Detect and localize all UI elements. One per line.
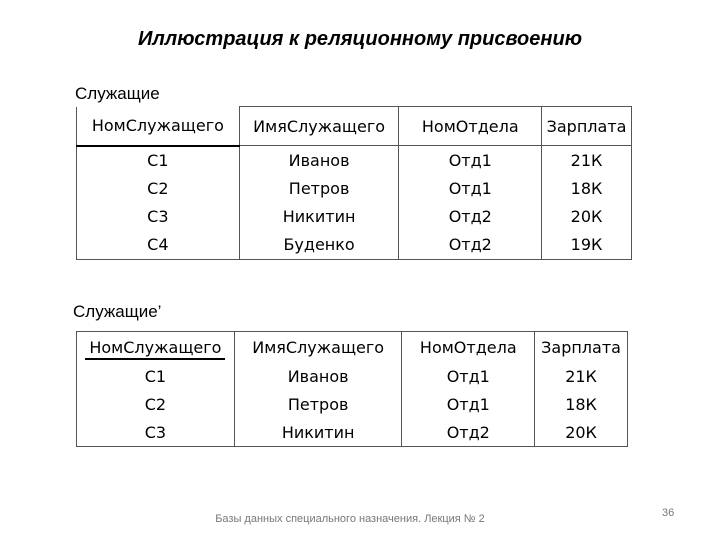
table2-caption: Служащие’ bbox=[73, 302, 162, 321]
table1-caption: Служащие bbox=[75, 84, 160, 103]
salary-cell: 18К bbox=[542, 175, 632, 203]
table-row bbox=[77, 231, 632, 260]
employee-name-cell: Иванов bbox=[239, 146, 399, 175]
employee-name-cell: Никитин bbox=[239, 203, 399, 231]
employee-name-cell: Петров bbox=[234, 390, 402, 418]
salary-cell: 20К bbox=[535, 418, 628, 447]
employee-id-cell: С2 bbox=[77, 390, 235, 418]
employee-id-cell: С3 bbox=[77, 203, 240, 231]
table-row bbox=[77, 362, 628, 390]
employees-prime-table bbox=[76, 331, 628, 447]
salary-cell: 19К bbox=[542, 231, 632, 260]
column-header-employee-id: НомСлужащего bbox=[77, 107, 240, 146]
employee-name-cell: Иванов bbox=[234, 362, 402, 390]
column-header-department-id: НомОтдела bbox=[402, 332, 535, 363]
department-id-cell: Отд1 bbox=[402, 390, 535, 418]
column-header-employee-name: ИмяСлужащего bbox=[234, 332, 402, 363]
table-row bbox=[77, 146, 632, 175]
column-header-employee-id bbox=[77, 332, 235, 363]
salary-cell: 21К bbox=[535, 362, 628, 390]
department-id-cell: Отд2 bbox=[399, 203, 542, 231]
table-row bbox=[77, 418, 628, 447]
employee-name-cell: Петров bbox=[239, 175, 399, 203]
table-header-row bbox=[77, 332, 628, 363]
column-header-salary: Зарплата bbox=[542, 107, 632, 146]
employee-id-cell: С1 bbox=[77, 146, 240, 175]
table-row bbox=[77, 203, 632, 231]
employee-name-cell: Буденко bbox=[239, 231, 399, 260]
column-header-employee-id-label: НомСлужащего bbox=[85, 338, 225, 360]
salary-cell: 21К bbox=[542, 146, 632, 175]
slide-title: Иллюстрация к реляционному присвоению bbox=[137, 28, 582, 50]
salary-cell: 18К bbox=[535, 390, 628, 418]
column-header-department-id: НомОтдела bbox=[399, 107, 542, 146]
department-id-cell: Отд2 bbox=[402, 418, 535, 447]
slide-footer: Базы данных специального назначения. Лекция № 2 bbox=[215, 513, 485, 525]
department-id-cell: Отд1 bbox=[399, 146, 542, 175]
employee-id-cell: С3 bbox=[77, 418, 235, 447]
department-id-cell: Отд1 bbox=[399, 175, 542, 203]
table-row bbox=[77, 175, 632, 203]
column-header-employee-name: ИмяСлужащего bbox=[239, 107, 399, 146]
employee-name-cell: Никитин bbox=[234, 418, 402, 447]
page-number: 36 bbox=[662, 507, 675, 519]
department-id-cell: Отд1 bbox=[402, 362, 535, 390]
employee-id-cell: С4 bbox=[77, 231, 240, 260]
table-header-row bbox=[77, 107, 632, 146]
employee-id-cell: С1 bbox=[77, 362, 235, 390]
salary-cell: 20К bbox=[542, 203, 632, 231]
employees-table bbox=[76, 106, 632, 260]
table-row bbox=[77, 390, 628, 418]
column-header-salary: Зарплата bbox=[535, 332, 628, 363]
department-id-cell: Отд2 bbox=[399, 231, 542, 260]
employee-id-cell: С2 bbox=[77, 175, 240, 203]
